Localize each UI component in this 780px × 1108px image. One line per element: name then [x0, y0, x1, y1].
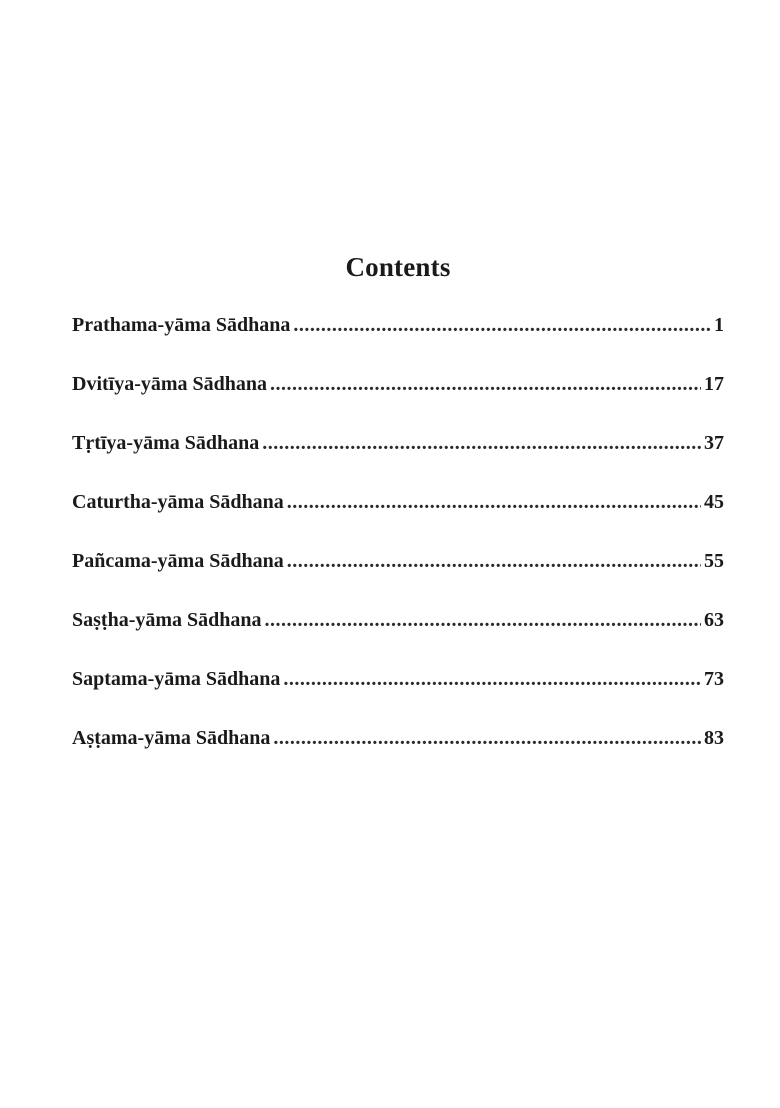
- toc-entry: [72, 373, 724, 432]
- toc-entry: [72, 609, 724, 668]
- toc-entry-title: Saptama-yāma Sādhana: [72, 668, 281, 690]
- toc-entry-title: Pañcama-yāma Sādhana: [72, 550, 284, 572]
- toc-entry-title: Dvitīya-yāma Sādhana: [72, 373, 268, 395]
- toc-entry-title: Saṣṭha-yāma Sādhana: [72, 609, 262, 631]
- toc-entry-page: 83: [704, 727, 724, 749]
- toc-entry-page: 17: [704, 373, 724, 395]
- toc-entry-title: Prathama-yāma Sādhana: [72, 314, 291, 336]
- dot-leader: [293, 314, 711, 337]
- toc-entry-page: 73: [704, 668, 724, 690]
- toc-entry: [72, 668, 724, 727]
- toc-entry: [72, 727, 724, 786]
- dot-leader: [283, 668, 701, 691]
- toc-entry: [72, 432, 724, 491]
- dot-leader: [270, 373, 701, 396]
- toc-entry: [72, 314, 724, 373]
- table-of-contents: [72, 314, 724, 786]
- dot-leader: [273, 727, 701, 750]
- dot-leader: [287, 491, 701, 514]
- toc-entry-page: 63: [704, 609, 724, 631]
- toc-entry-page: 37: [704, 432, 724, 454]
- toc-entry-title: Tṛtīya-yāma Sādhana: [72, 432, 260, 454]
- toc-entry-page: 45: [704, 491, 724, 513]
- dot-leader: [262, 432, 701, 455]
- toc-entry-page: 1: [714, 314, 724, 336]
- dot-leader: [265, 609, 701, 632]
- contents-heading: Contents: [345, 252, 451, 282]
- dot-leader: [287, 550, 701, 573]
- toc-entry-page: 55: [704, 550, 724, 572]
- toc-entry: [72, 550, 724, 609]
- toc-entry-title: Aṣṭama-yāma Sādhana: [72, 727, 271, 749]
- toc-entry-title: Caturtha-yāma Sādhana: [72, 491, 284, 513]
- toc-entry: [72, 491, 724, 550]
